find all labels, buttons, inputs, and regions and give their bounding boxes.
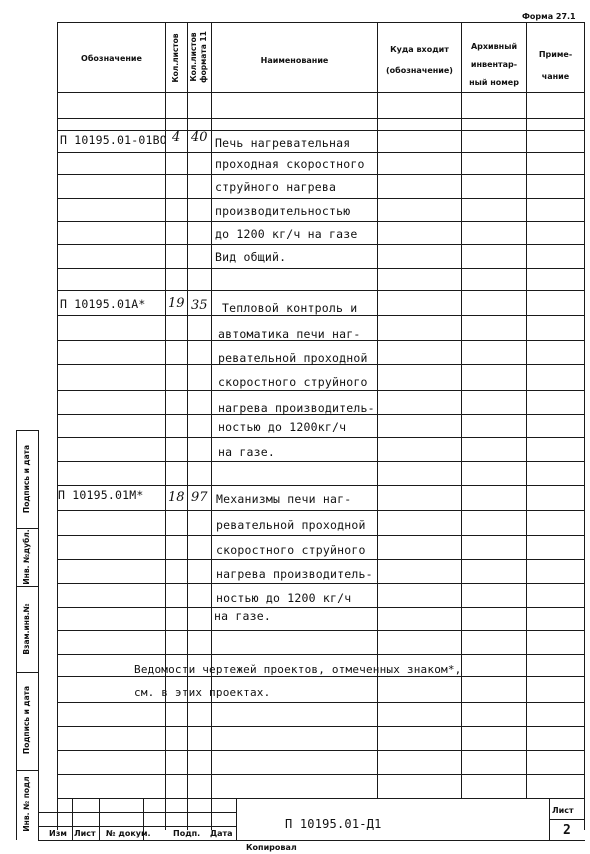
- col-line-5: [461, 22, 462, 798]
- col-line-4: [377, 22, 378, 798]
- row-line: [57, 535, 584, 536]
- header-designation: Обозначение: [81, 54, 142, 63]
- entry-3-line-1: Механизмы печи наг-: [216, 492, 352, 506]
- row-line: [57, 174, 584, 175]
- tb-doc-no: № докум.: [106, 829, 151, 838]
- title-block-mid-2: [38, 826, 236, 827]
- side-sign-date-1: Подпись и дата: [22, 444, 31, 514]
- side-stamp-left: [16, 430, 17, 840]
- entry-3-designation: П 10195.01М*: [58, 488, 144, 502]
- row-line: [57, 510, 584, 511]
- row-line: [57, 461, 584, 462]
- col-line-3: [211, 22, 212, 830]
- form-label: Форма 27.1: [522, 12, 576, 21]
- side-vzam-inv: Взам.инв.№: [22, 603, 31, 655]
- entry-2-line-7: на газе.: [218, 445, 275, 459]
- sheet-box-divider: [549, 819, 584, 820]
- frame-bottom: [38, 840, 585, 841]
- entry-2-sheets: 19: [168, 296, 185, 311]
- entry-1-format11: 40: [191, 130, 208, 145]
- row-line: [57, 559, 584, 560]
- header-note-line1: Приме-: [538, 50, 573, 59]
- entry-3-format11: 97: [191, 490, 208, 505]
- col-line-2: [187, 22, 188, 830]
- tb-podp: Подп.: [173, 829, 201, 838]
- row-line: [57, 92, 584, 93]
- entry-1-line-5: до 1200 кг/ч на газе: [215, 227, 358, 241]
- row-line: [57, 702, 584, 703]
- entry-2-designation: П 10195.01А*: [60, 297, 146, 311]
- tb-sheet-no: 2: [563, 823, 572, 838]
- row-line: [57, 315, 584, 316]
- row-line: [57, 390, 584, 391]
- tb-code: П 10195.01-Д1: [285, 817, 382, 831]
- entry-3-line-2: ревательной проходной: [216, 518, 366, 532]
- entry-3-line-3: скоростного струйного: [216, 543, 366, 557]
- row-line: [57, 654, 584, 655]
- side-stamp-line-0: [16, 430, 38, 431]
- entry-2-line-5: нагрева производитель-: [218, 401, 375, 415]
- header-format11-line1: Кол.листов: [189, 32, 198, 82]
- header-archive-line3: ный номер: [469, 78, 519, 87]
- tb-col-2: [99, 798, 100, 840]
- entry-2-line-1: Тепловой контроль и: [222, 301, 358, 315]
- side-inv-dubl: Инв. №дубл.: [22, 529, 31, 585]
- row-line: [57, 726, 584, 727]
- row-line: [57, 583, 584, 584]
- entry-3-sheets: 18: [168, 490, 185, 505]
- entry-2-format11: 35: [191, 298, 208, 313]
- header-archive-line1: Архивный: [470, 42, 518, 51]
- entry-3-line-6: на газе.: [214, 609, 271, 623]
- title-block-mid-1: [38, 812, 236, 813]
- row-line: [57, 152, 584, 153]
- header-sheet-count: Кол.листов: [171, 33, 180, 83]
- side-sign-date-2: Подпись и дата: [22, 685, 31, 755]
- frame-top: [57, 22, 585, 23]
- entry-1-line-4: производительностью: [215, 204, 351, 218]
- entry-1-line-1: Печь нагревательная: [215, 136, 351, 150]
- col-line-6: [526, 22, 527, 798]
- row-line: [57, 198, 584, 199]
- tb-col-1: [72, 798, 73, 840]
- entry-2-line-4: скоростного струйного: [218, 375, 368, 389]
- tb-col-5: [549, 798, 550, 840]
- header-where-line2: (обозначение): [386, 66, 453, 75]
- tb-list: Лист: [74, 829, 96, 838]
- row-line: [57, 774, 584, 775]
- entry-3-line-5: ностью до 1200 кг/ч: [216, 591, 352, 605]
- row-line: [57, 630, 584, 631]
- side-stamp-mid: [38, 430, 39, 840]
- side-inv-podl: Инв. № подл: [22, 776, 31, 832]
- entry-2-line-2: автоматика печи наг-: [218, 327, 361, 341]
- entry-1-designation: П 10195.01-01ВО: [60, 133, 167, 147]
- entry-2-line-3: ревательной проходной: [218, 351, 368, 365]
- entry-3-line-4: нагрева производитель-: [216, 567, 373, 581]
- tb-sheet-label: Лист: [552, 806, 574, 815]
- footer-kopiroval: Копировал: [246, 843, 297, 852]
- row-line: [57, 676, 584, 677]
- entry-1-line-2: проходная скоростного: [215, 157, 365, 171]
- row-line: [57, 607, 584, 608]
- row-line: [57, 750, 584, 751]
- tb-data: Дата: [210, 829, 233, 838]
- header-archive-line2: инвентар-: [470, 60, 518, 69]
- entry-2-line-6: ностью до 1200кг/ч: [218, 420, 347, 434]
- title-block-top: [57, 798, 584, 799]
- header-format11-line2: формата 11: [199, 31, 208, 83]
- entry-1-line-6: Вид общий.: [215, 250, 287, 264]
- entry-1-line-3: струйного нагрева: [215, 180, 337, 194]
- row-line: [57, 118, 584, 119]
- note-line-1: Ведомости чертежей проектов, отмеченных знаком*,: [134, 663, 462, 676]
- row-line: [57, 268, 584, 269]
- row-line: [57, 290, 584, 291]
- frame-right: [584, 22, 585, 830]
- header-note-line2: чание: [541, 72, 570, 81]
- header-name: Наименование: [260, 56, 329, 65]
- row-line: [57, 244, 584, 245]
- row-line: [57, 130, 584, 131]
- tb-col-4: [236, 798, 237, 840]
- row-line: [57, 437, 584, 438]
- row-line: [57, 221, 584, 222]
- tb-izm: Изм: [49, 829, 67, 838]
- row-line: [57, 485, 584, 486]
- note-line-2: см. в этих проектах.: [134, 686, 271, 699]
- header-where-line1: Куда входит: [390, 45, 449, 54]
- frame-left: [57, 22, 58, 830]
- entry-1-sheets: 4: [172, 130, 181, 145]
